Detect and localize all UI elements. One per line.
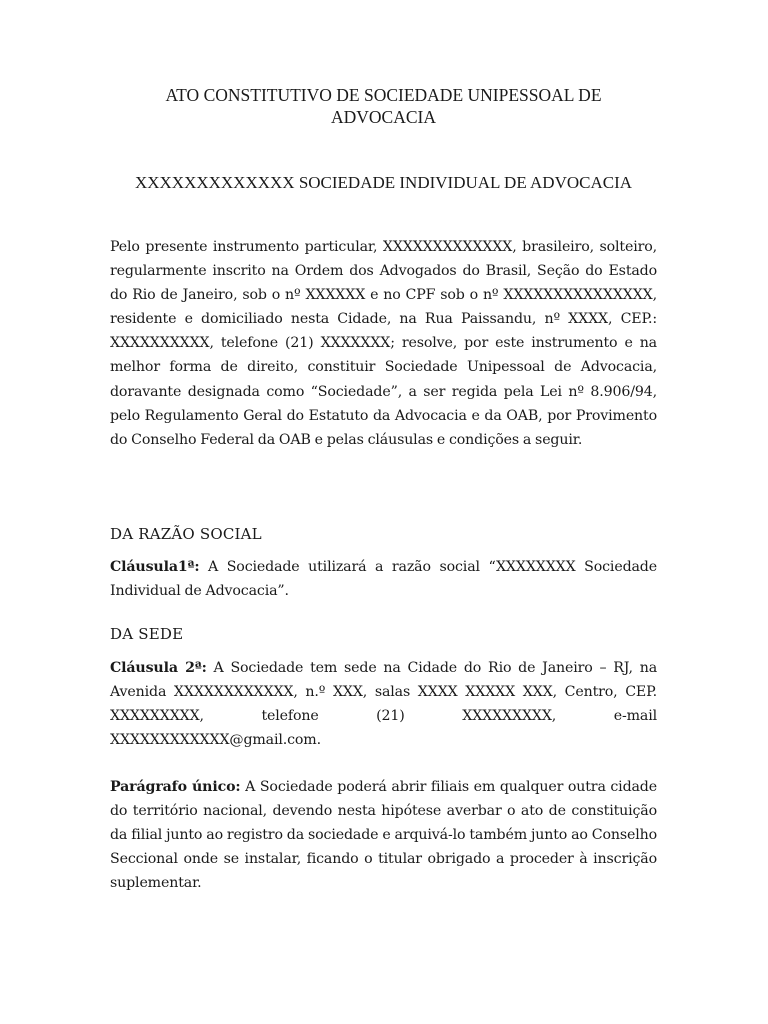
document-page xyxy=(110,84,657,892)
clausula-2-text: A Sociedade tem sede na Cidade do Rio de Janeiro – RJ, na Avenida XXXXXXXXXXXX, n.º XXX, salas XXXX XXXXX XXX, Centro, CEP. XXXXXXXXX, telefone (21) XXXXXXXXX, e-mail XXXXXXXXXXXX@gmail.com. xyxy=(110,660,657,749)
document-title xyxy=(110,84,657,128)
clausula-1 xyxy=(110,555,657,603)
intro-paragraph: Pelo presente instrumento particular, XXXXXXXXXXXXX, brasileiro, solteiro, regularmente inscrito na Ordem dos Advogados do Brasil, Seção do Estado do Rio de Janeiro, sob o nº XXXXXX e no CPF sob o nº XXXXXXXXXXXXXXX, residente e domiciliado nesta Cidade, na Rua Paissandu, nº XXXX, CEP.: XXXXXXXXXX, telefone (21) XXXXXXX; resolve, por este instrumento e na melhor forma de direito, constituir Sociedade Unipessoal de Advocacia, doravante designada como “Sociedade”, a ser regida pela Lei nº 8.906/94, pelo Regulamento Geral do Estatuto da Advocacia e da OAB, por Provimento do Conselho Federal da OAB e pelas cláusulas e condições a seguir. xyxy=(110,239,657,448)
paragrafo-unico-label: Parágrafo único: xyxy=(110,779,241,795)
clausula-1-label: Cláusula1ª: xyxy=(110,559,200,575)
title-line-2: ADVOCACIA xyxy=(331,107,436,127)
document-subtitle: XXXXXXXXXXXXX SOCIEDADE INDIVIDUAL DE ADVOCACIA xyxy=(134,173,633,192)
title-line-1: ATO CONSTITUTIVO DE SOCIEDADE UNIPESSOAL DE xyxy=(165,85,602,105)
clausula-2-label: Cláusula 2ª: xyxy=(110,660,207,676)
clausula-2 xyxy=(110,656,657,752)
clausula-1-text: A Sociedade utilizará a razão social “XXXXXXXX Sociedade Individual de Advocacia”. xyxy=(110,559,657,600)
section-heading-razao-social: DA RAZÃO SOCIAL xyxy=(110,525,262,543)
paragrafo-unico-text: A Sociedade poderá abrir filiais em qualquer outra cidade do território nacional, devendo nesta hipótese averbar o ato de constituição da filial junto ao registro da sociedade e arquivá-lo também junto ao Conselho Seccional onde se instalar, ficando o titular obrigado a proceder à inscrição suplementar. xyxy=(110,779,657,892)
paragrafo-unico xyxy=(110,775,657,895)
section-heading-sede: DA SEDE xyxy=(110,625,184,643)
